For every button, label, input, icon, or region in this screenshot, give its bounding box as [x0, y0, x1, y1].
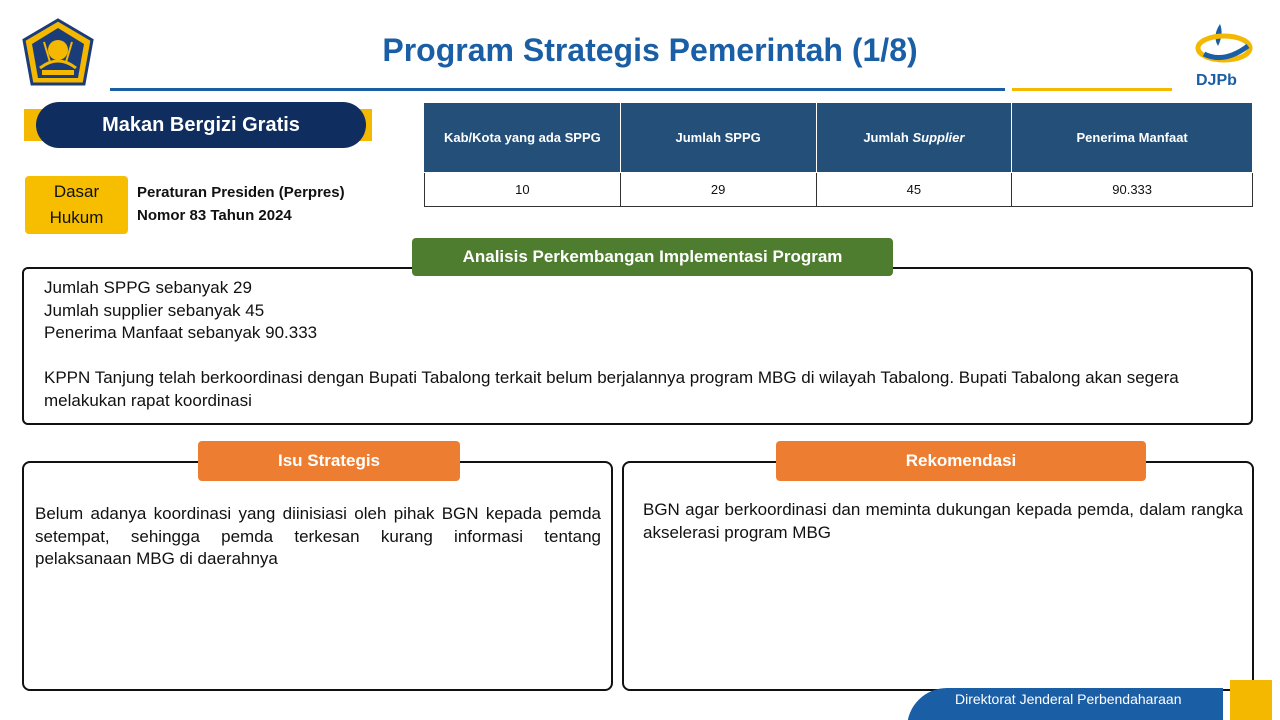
title-underline-gold — [1012, 88, 1172, 91]
header-jumlah-supplier — [816, 103, 1012, 173]
legal-basis-label — [25, 176, 128, 234]
header-jumlah-label: Jumlah — [863, 130, 913, 145]
header-penerima-manfaat: Penerima Manfaat — [1012, 103, 1253, 173]
analysis-heading: Analisis Perkembangan Implementasi Program — [412, 238, 893, 276]
title-underline-blue — [110, 88, 1005, 91]
cell-kab-kota: 10 — [425, 173, 621, 207]
analysis-line-penerima: Penerima Manfaat sebanyak 90.333 — [44, 323, 318, 342]
header-supplier-italic: Supplier — [912, 130, 965, 145]
footer-text: Direktorat Jenderal Perbendaharaan — [955, 691, 1182, 707]
cell-penerima-manfaat: 90.333 — [1012, 173, 1253, 207]
isu-heading: Isu Strategis — [198, 441, 460, 481]
legal-basis-line1: Peraturan Presiden (Perpres) — [137, 184, 345, 201]
analysis-line-supplier: Jumlah supplier sebanyak 45 — [44, 300, 265, 320]
analysis-spacer — [44, 345, 1224, 368]
rekomendasi-text: BGN agar berkoordinasi dan meminta dukungan kepada pemda, dalam rangka akselerasi program MBG — [643, 500, 1243, 542]
page-title: Program Strategis Pemerintah (1/8) — [382, 32, 918, 68]
footer-accent — [1230, 680, 1272, 720]
legal-basis-text — [137, 181, 345, 227]
djpb-logo-text: DJPb — [1196, 72, 1237, 89]
legal-basis-label-line1: Dasar — [53, 182, 100, 201]
table-row — [425, 173, 1253, 207]
rekomendasi-heading: Rekomendasi — [776, 441, 1146, 481]
isu-panel — [22, 461, 613, 691]
isu-text: Belum adanya koordinasi yang diinisiasi oleh pihak BGN kepada pemda setempat, sehingga pemda terkesan kurang informasi tentang pelaksanaan MBG di daerahnya — [35, 504, 601, 568]
header-kab-kota: Kab/Kota yang ada SPPG — [425, 103, 621, 173]
table-header-row — [425, 103, 1253, 173]
kemenkeu-emblem-icon — [20, 18, 96, 90]
cell-jumlah-sppg: 29 — [620, 173, 816, 207]
analysis-paragraph: KPPN Tanjung telah berkoordinasi dengan Bupati Tabalong terkait belum berjalannya program MBG di wilayah Tabalong. Bupati Tabalong akan segera melakukan rapat koordinasi — [44, 368, 1179, 410]
analysis-content — [44, 277, 1224, 412]
legal-basis-line2: Nomor 83 Tahun 2024 — [137, 207, 292, 224]
analysis-line-sppg: Jumlah SPPG sebanyak 29 — [44, 278, 252, 297]
header-jumlah-sppg: Jumlah SPPG — [620, 103, 816, 173]
program-name-pill — [36, 102, 366, 148]
cell-jumlah-supplier: 45 — [816, 173, 1012, 207]
stats-table — [424, 102, 1253, 207]
rekomendasi-panel — [622, 461, 1254, 691]
program-name: Makan Bergizi Gratis — [102, 113, 300, 136]
legal-basis-label-line2: Hukum — [49, 208, 104, 227]
